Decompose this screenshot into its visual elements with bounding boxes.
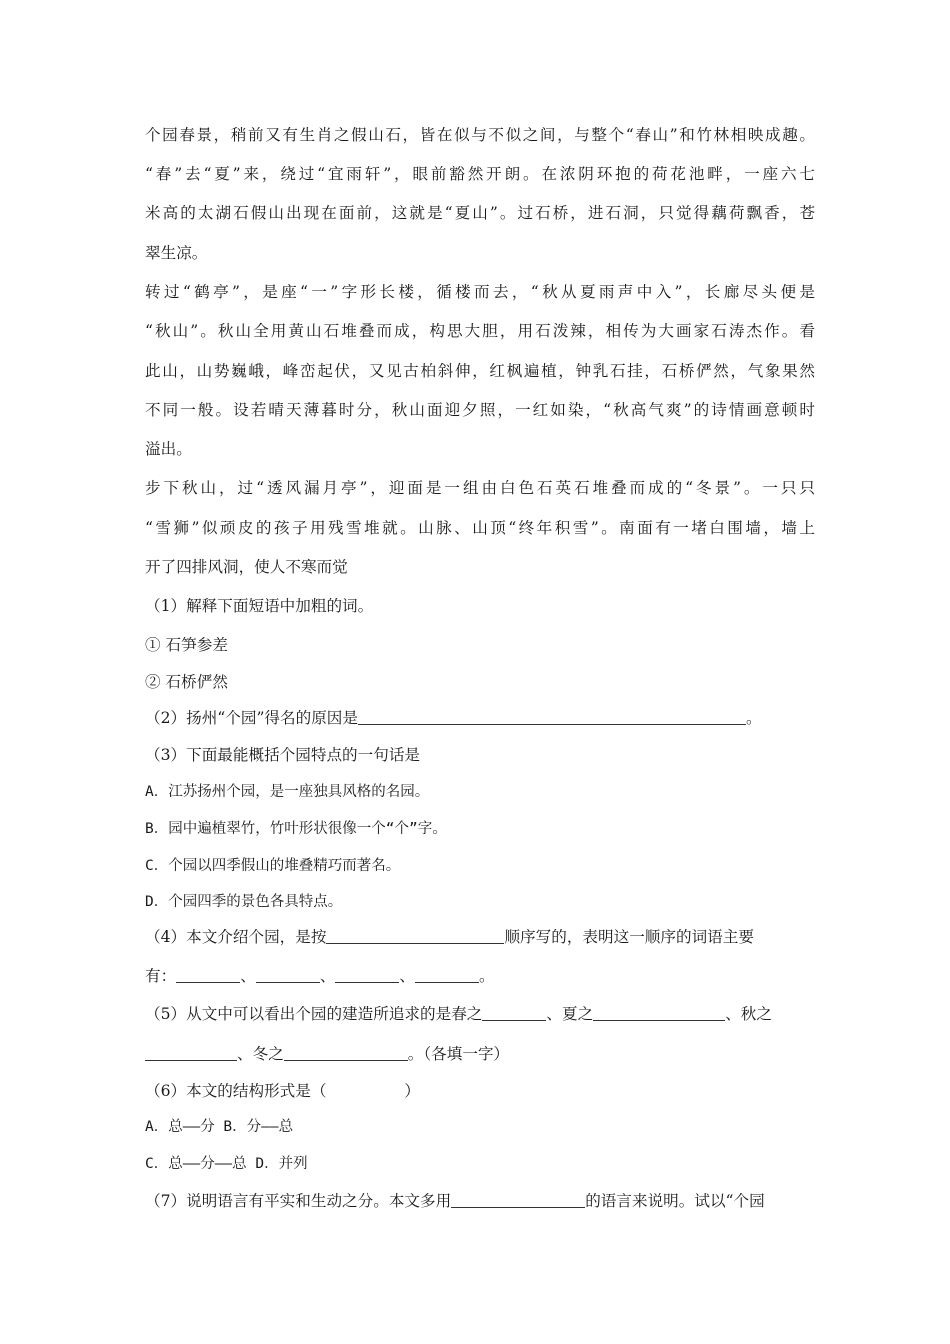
question-1-item-b: ② 石桥俨然 — [145, 673, 228, 691]
question-5 — [145, 1003, 815, 1025]
question-3-option-b: B．园中遍植翠竹，竹叶形状很像一个“个”字。 — [145, 821, 447, 837]
question-4-line-2 — [145, 965, 815, 987]
passage-line: 溢出。 — [145, 440, 192, 458]
passage-line: “雪狮”似顽皮的孩子用残雪堆就。山脉、山顶“终年积雪”。南面有一堵白围墙，墙上 — [145, 519, 815, 537]
question-6-options-cd: C．总——分——总 D．并列 — [145, 1156, 308, 1172]
question-4 — [145, 926, 815, 948]
passage-line: 此山，山势巍峨，峰峦起伏，又见古柏斜伸，红枫遍植，钟乳石挂，石桥俨然，气象果然 — [145, 362, 815, 380]
question-4-text: （4）本文介绍个园，是按 — [145, 928, 327, 946]
question-2 — [145, 707, 815, 729]
answer-blank[interactable] — [482, 1006, 546, 1021]
question-5-winter: 、冬之 — [237, 1045, 284, 1063]
question-6-options-ab: A．总——分 B．分——总 — [145, 1119, 294, 1135]
answer-blank[interactable] — [335, 968, 399, 983]
question-4-text-cont: 顺序写的，表明这一顺序的词语主要 — [504, 928, 754, 946]
answer-blank[interactable] — [176, 968, 240, 983]
question-2-text: （2）扬州“个园”得名的原因是 — [145, 709, 358, 727]
question-4-label: 有： — [145, 967, 177, 985]
separator: 、 — [399, 967, 416, 985]
passage-line: 开了四排风洞，使人不寒而觉 — [145, 558, 348, 576]
passage-line: 步下秋山，过“透风漏月亭”，迎面是一组由白色石英石堆叠而成的“冬景”。一只只 — [145, 479, 815, 497]
passage-line: 不同一般。设若晴天薄暮时分，秋山面迎夕照，一红如染，“秋高气爽”的诗情画意顿时 — [145, 401, 815, 419]
answer-blank[interactable] — [326, 929, 504, 944]
question-1-item-a: ① 石笋参差 — [145, 636, 228, 654]
question-6: （6）本文的结构形式是（ ） — [145, 1082, 421, 1100]
answer-blank[interactable] — [451, 1193, 585, 1208]
answer-blank[interactable] — [415, 968, 479, 983]
question-3-option-a: A．江苏扬州个园，是一座独具风格的名园。 — [145, 784, 430, 800]
answer-blank[interactable] — [284, 1046, 408, 1061]
question-7-text: （7）说明语言有平实和生动之分。本文多用 — [145, 1192, 452, 1210]
separator: 、 — [240, 967, 256, 985]
answer-blank[interactable] — [256, 968, 320, 983]
separator: 、 — [319, 967, 336, 985]
question-7-text-cont: 的语言来说明。试以“个园 — [585, 1192, 765, 1210]
question-4-end: 。 — [479, 967, 495, 985]
question-3-option-c: C．个园以四季假山的堆叠精巧而著名。 — [145, 858, 401, 874]
passage-line: “春”去“夏”来，绕过“宜雨轩”，眼前豁然开朗。在浓阴环抱的荷花池畔，一座六七 — [145, 165, 815, 183]
answer-blank[interactable] — [145, 1046, 237, 1061]
question-2-suffix: 。 — [746, 709, 762, 727]
question-3-option-d: D．个园四季的景色各具特点。 — [145, 894, 343, 910]
passage-line: “秋山”。秋山全用黄山石堆叠而成，构思大胆，用石泼辣，相传为大画家石涛杰作。看 — [145, 322, 815, 340]
question-5-line-2 — [145, 1043, 815, 1065]
question-3: （3）下面最能概括个园特点的一句话是 — [145, 746, 421, 764]
passage-line: 转过“鹤亭”，是座“一”字形长楼，循楼而去，“秋从夏雨声中入”，长廊尽头便是 — [145, 283, 815, 301]
passage-line: 米高的太湖石假山出现在面前，这就是“夏山”。过石桥，进石洞，只觉得藕荷飘香，苍 — [145, 204, 815, 222]
answer-blank[interactable] — [593, 1006, 725, 1021]
question-5-end: 。（各填一字） — [407, 1045, 510, 1063]
answer-blank[interactable] — [358, 710, 746, 725]
question-5-summer: 、夏之 — [546, 1005, 594, 1023]
question-5-text: （5）从文中可以看出个园的建造所追求的是春之 — [145, 1005, 483, 1023]
question-1: （1）解释下面短语中加粗的词。 — [145, 597, 374, 615]
question-5-autumn: 、秋之 — [725, 1005, 772, 1023]
passage-line: 翠生凉。 — [145, 244, 208, 262]
passage-line: 个园春景，稍前又有生肖之假山石，皆在似与不似之间，与整个“春山”和竹林相映成趣。 — [145, 126, 815, 144]
question-7 — [145, 1190, 815, 1212]
